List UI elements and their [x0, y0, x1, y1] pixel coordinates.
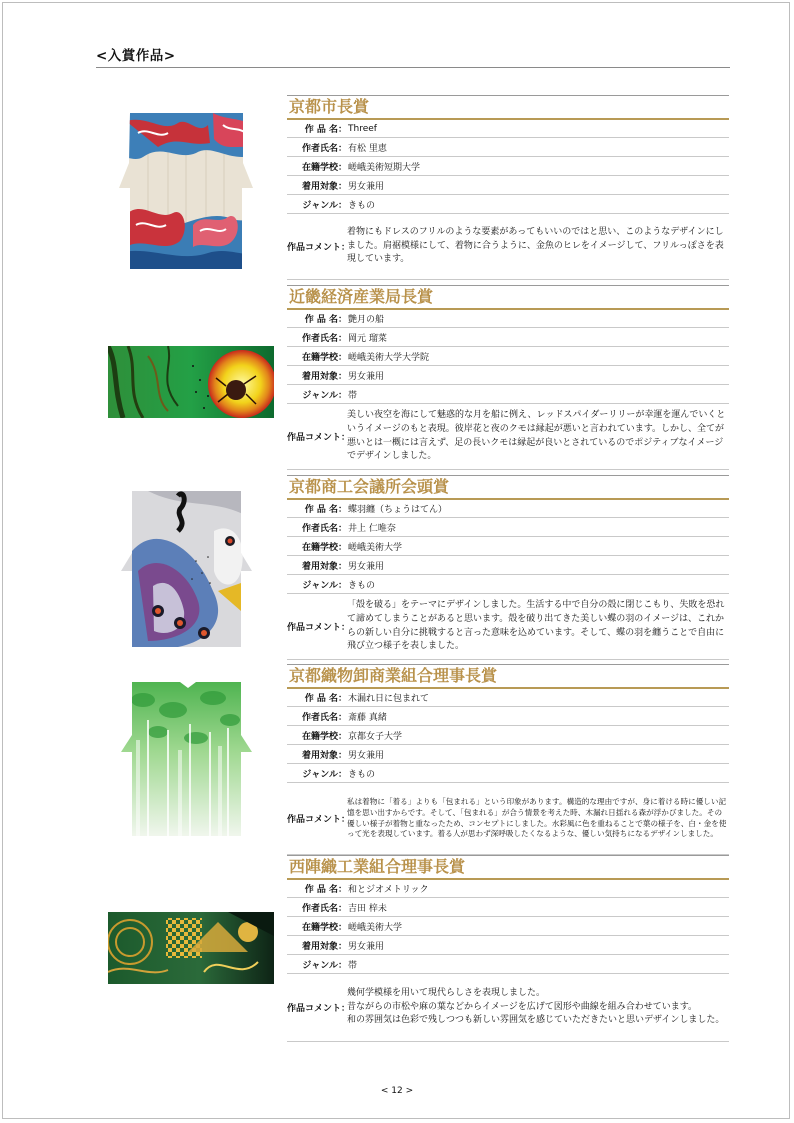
page-number: < 12 > [380, 1086, 414, 1096]
target-row [287, 366, 729, 385]
school-row [287, 537, 729, 556]
genre-row [287, 955, 729, 974]
award-1 [287, 95, 729, 280]
author-row [287, 898, 729, 917]
school-label: 在籍学校： [301, 542, 347, 553]
title-value: 蝶羽纏（ちょうはてん） [348, 505, 448, 515]
author-value: 岡元 瑠菜 [348, 333, 387, 344]
comment-row [287, 214, 729, 280]
author-value: 井上 仁唯奈 [348, 523, 396, 534]
genre-label: ジャンル： [302, 200, 347, 211]
award-3 [287, 475, 729, 660]
comment-row [287, 404, 729, 470]
target-row [287, 176, 729, 195]
target-value: 男女兼用 [348, 941, 385, 952]
school-value: 嵯峨美術短期大学 [348, 162, 421, 173]
school-row [287, 917, 729, 936]
genre-row [287, 195, 729, 214]
page-header: <入賞作品> [96, 48, 176, 64]
genre-label: ジャンル： [302, 960, 347, 971]
title-row [287, 689, 729, 707]
author-label: 作者氏名： [301, 903, 347, 914]
award-5 [287, 855, 729, 1042]
comment-value: 幾何学模様を用いて現代らしさを表現しました。 昔ながらの市松や麻の葉などからイメージを広げて図形や曲線を組み合わせています。 和の雰囲気は色彩で残しつつも新しい雰囲気を感じていただきたいと思いデザインしました。 [347, 987, 725, 1026]
kimono-artwork-4 [118, 680, 255, 838]
comment-label: 作品コメント： [287, 815, 351, 825]
award-title: 西陣織工業組合理事長賞 [287, 855, 729, 880]
award-2 [287, 285, 729, 470]
target-row [287, 936, 729, 955]
award-4 [287, 664, 729, 855]
title-value: Threef [348, 123, 377, 134]
kimono-artwork-3 [118, 491, 255, 649]
target-value: 男女兼用 [348, 371, 385, 382]
comment-row [287, 594, 729, 660]
school-value: 嵯峨美術大学 [348, 922, 403, 933]
genre-value: 帯 [348, 390, 358, 401]
title-label: 作 品 名： [304, 125, 347, 135]
title-row [287, 880, 729, 898]
genre-row [287, 385, 729, 404]
genre-value: きもの [348, 200, 376, 211]
obi-artwork-2 [108, 346, 274, 418]
title-value: 和とジオメトリック [348, 885, 429, 895]
comment-value: 私は着物に「着る」よりも「包まれる」という印象があります。構造的な理由ですが、身に着ける時に優しい記憶を思い出すからです。そして、「包まれる」が合う情景を考えた時、木漏れ日揺れる森が浮かびました。その優しい様子が着物と重なったため、コンセプトにしました。水彩風に色を重ねることで葉の様子を、白・金を使って光を表現しています。着る人が思わず深呼吸したくなるような、優しい気持ちになるデザインしました。 [347, 796, 727, 839]
author-row [287, 138, 729, 157]
title-row [287, 500, 729, 518]
author-value: 有松 里恵 [348, 143, 387, 154]
genre-label: ジャンル： [302, 390, 347, 401]
school-label: 在籍学校： [301, 922, 347, 933]
target-value: 男女兼用 [348, 561, 385, 572]
title-label: 作 品 名： [304, 315, 347, 325]
title-label: 作 品 名： [304, 885, 347, 895]
target-label: 着用対象： [301, 561, 347, 572]
comment-label: 作品コメント： [287, 623, 351, 633]
target-value: 男女兼用 [348, 750, 385, 761]
target-label: 着用対象： [301, 181, 347, 192]
author-value: 斎藤 真緒 [348, 712, 387, 723]
comment-value: 「殻を破る」をテーマにデザインしました。生活する中で自分の殻に閉じこもり、失敗を恐れて諦めてしまうことがあると思います。殻を破り出てきた美しい蝶の羽のイメージは、これからの新しい自分に挑戦すると言った意味を込めています。そして、蝶の羽を纏うことで自由に飛び立つ様子を表しました。 [347, 599, 725, 652]
author-label: 作者氏名： [301, 143, 347, 154]
author-row [287, 518, 729, 537]
kimono-artwork-1 [118, 113, 255, 271]
title-label: 作 品 名： [304, 505, 347, 515]
author-row [287, 707, 729, 726]
school-label: 在籍学校： [301, 352, 347, 363]
school-row [287, 347, 729, 366]
comment-row [287, 974, 729, 1042]
author-label: 作者氏名： [301, 712, 347, 723]
school-value: 嵯峨美術大学大学院 [348, 352, 430, 363]
award-title: 京都市長賞 [287, 95, 729, 120]
award-title: 京都商工会議所会頭賞 [287, 475, 729, 500]
school-label: 在籍学校： [301, 731, 347, 742]
award-title: 近畿経済産業局長賞 [287, 285, 729, 310]
title-row [287, 120, 729, 138]
comment-label: 作品コメント： [287, 243, 351, 253]
comment-value: 着物にもドレスのフリルのような要素があってもいいのではと思い、このようなデザインにしました。肩裾模様にして、着物に合うように、金魚のヒレをイメージして、フリルっぽさを表現しています。 [347, 226, 724, 265]
genre-row [287, 575, 729, 594]
genre-value: きもの [348, 769, 376, 780]
target-row [287, 745, 729, 764]
obi-artwork-5 [108, 912, 274, 984]
genre-label: ジャンル： [302, 769, 347, 780]
author-value: 吉田 梓未 [348, 903, 387, 914]
title-value: 艶月の船 [348, 315, 385, 325]
school-row [287, 726, 729, 745]
header-rule [96, 67, 730, 68]
target-row [287, 556, 729, 575]
school-label: 在籍学校： [301, 162, 347, 173]
school-row [287, 157, 729, 176]
genre-value: 帯 [348, 960, 358, 971]
genre-value: きもの [348, 580, 376, 591]
title-label: 作 品 名： [304, 694, 347, 704]
genre-row [287, 764, 729, 783]
target-label: 着用対象： [301, 941, 347, 952]
comment-row [287, 783, 729, 855]
author-row [287, 328, 729, 347]
genre-label: ジャンル： [302, 580, 347, 591]
school-value: 京都女子大学 [348, 731, 403, 742]
target-label: 着用対象： [301, 750, 347, 761]
author-label: 作者氏名： [301, 333, 347, 344]
title-value: 木漏れ日に包まれて [348, 694, 430, 704]
target-label: 着用対象： [301, 371, 347, 382]
comment-value: 美しい夜空を海にして魅惑的な月を船に例え、レッドスパイダーリリーが幸運を運んでいくというイメージのもと表現。彼岸花と夜のクモは縁起が悪いと言われています。しかし、全てが悪いとは一概には言えず、足の長いクモは縁起が良いとされているのでポジティブなイメージでデザインしました。 [347, 409, 726, 462]
comment-label: 作品コメント： [287, 1004, 351, 1014]
title-row [287, 310, 729, 328]
comment-label: 作品コメント： [287, 433, 351, 443]
target-value: 男女兼用 [348, 181, 385, 192]
award-title: 京都織物卸商業組合理事長賞 [287, 664, 729, 689]
author-label: 作者氏名： [301, 523, 347, 534]
school-value: 嵯峨美術大学 [348, 542, 403, 553]
